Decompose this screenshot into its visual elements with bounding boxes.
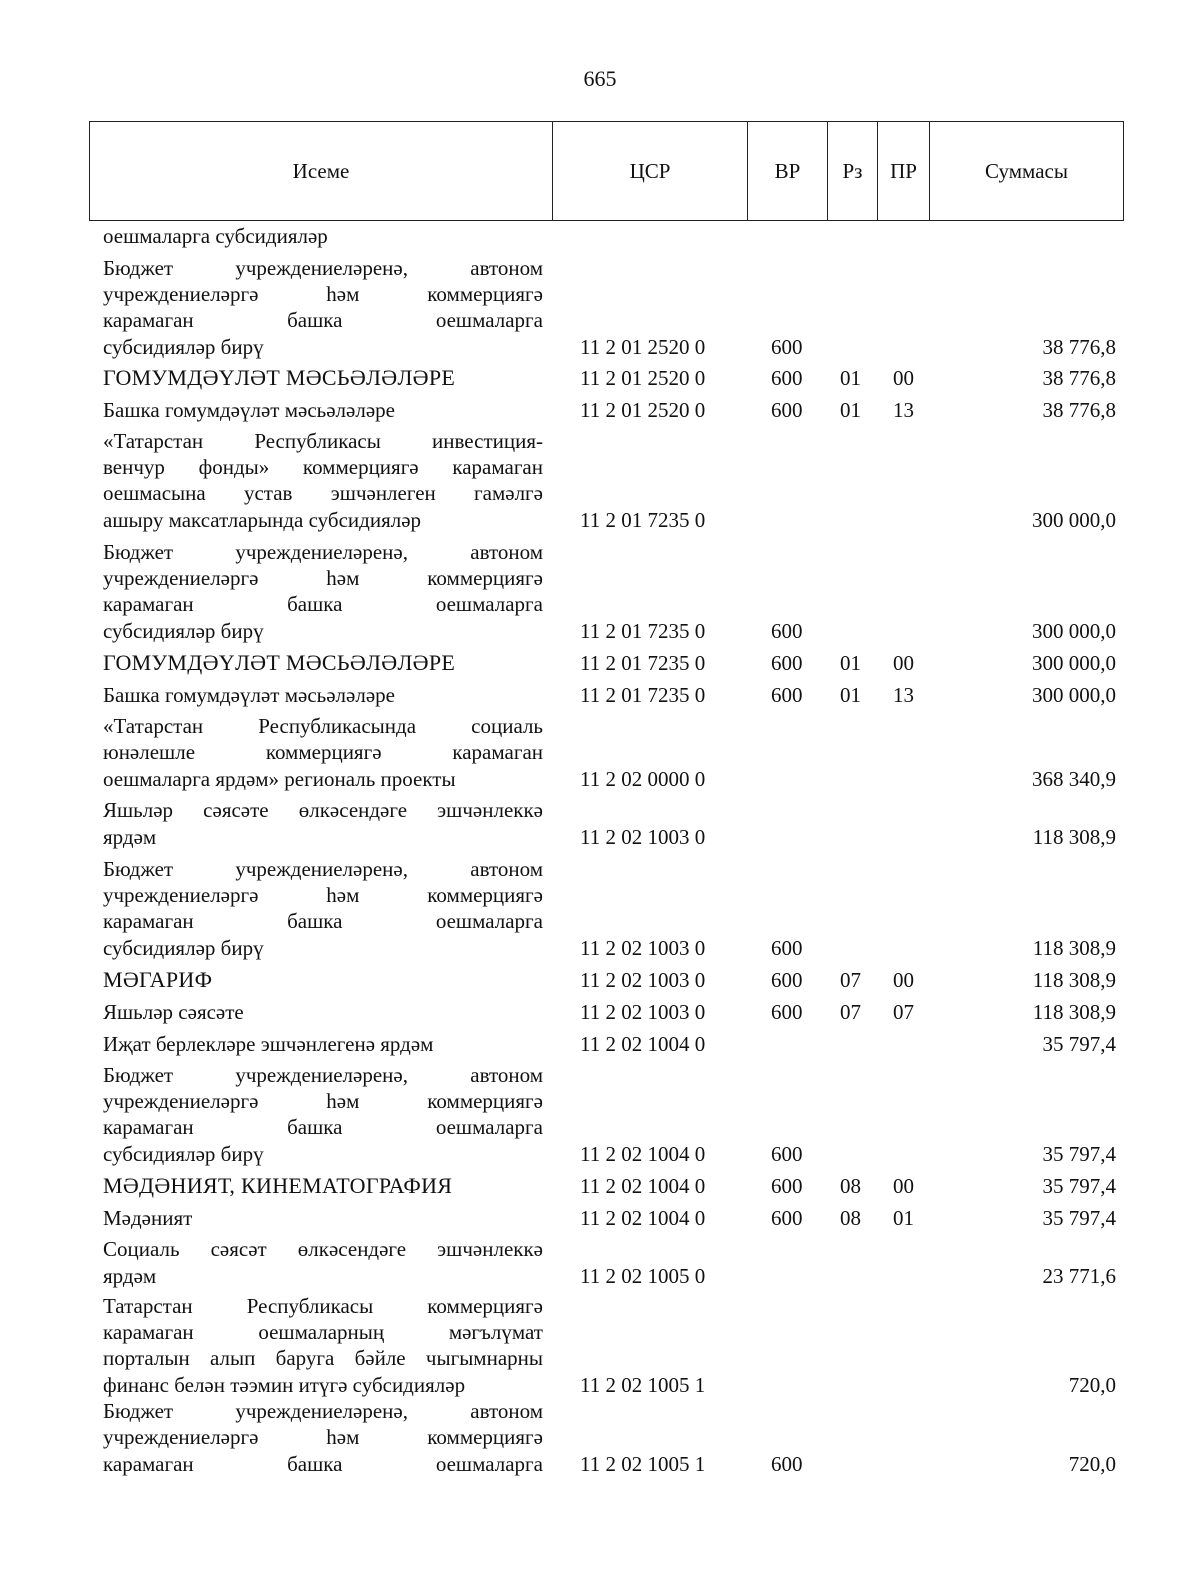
- row-vr: 600: [771, 682, 803, 707]
- row-pr: 00: [893, 1173, 914, 1198]
- row-rz: 07: [840, 967, 861, 992]
- row-rz: 01: [840, 365, 861, 390]
- row-csr: 11 2 02 0000 0: [580, 766, 706, 791]
- row-name-line: учреждениеләргә һәм коммерциягә: [103, 282, 543, 307]
- row-sum: 118 308,9: [1032, 967, 1116, 992]
- row-sum: 300 000,0: [1032, 682, 1116, 707]
- row-name-line: Башка гомумдәүләт мәсьәләләре: [103, 682, 395, 707]
- row-vr: 600: [771, 618, 803, 643]
- row-name-line: «Татарстан Республикасы инвестиция-: [103, 428, 543, 453]
- row-pr: 00: [893, 650, 914, 675]
- row-csr: 11 2 02 1003 0: [580, 999, 706, 1024]
- row-vr: 600: [771, 397, 803, 422]
- row-sum: 35 797,4: [1042, 1031, 1116, 1056]
- row-name-line: ашыру максатларында субсидияләр: [103, 507, 422, 532]
- row-pr: 01: [893, 1205, 914, 1230]
- row-csr: 11 2 02 1005 1: [580, 1372, 706, 1397]
- row-vr: 600: [771, 967, 803, 992]
- row-name-line: «Татарстан Республикасында социаль: [103, 714, 543, 739]
- row-name-line: ГОМУМДӘҮЛӘТ МӘСЬӘЛӘЛӘРЕ: [103, 649, 456, 675]
- row-csr: 11 2 02 1005 1: [580, 1451, 706, 1476]
- row-csr: 11 2 01 2520 0: [580, 334, 706, 359]
- row-name-line: карамаган башка оешмаларга: [103, 1451, 543, 1476]
- row-sum: 38 776,8: [1042, 334, 1116, 359]
- row-sum: 300 000,0: [1032, 650, 1116, 675]
- row-name-line: карамаган оешмаларның мәгълүмат: [103, 1320, 543, 1345]
- row-name: [103, 1398, 543, 1477]
- row-sum: 720,0: [1068, 1372, 1116, 1397]
- row-name-line: Бюджет учреждениеләренә, автоном: [103, 856, 543, 881]
- row-name-line: юнәлешле коммерциягә карамаган: [103, 740, 543, 765]
- row-rz: 01: [840, 682, 861, 707]
- row-sum: 118 308,9: [1032, 999, 1116, 1024]
- row-vr: 600: [771, 650, 803, 675]
- row-name-line: Бюджет учреждениеләренә, автоном: [103, 255, 543, 280]
- row-name-line: ГОМУМДӘҮЛӘТ МӘСЬӘЛӘЛӘРЕ: [103, 364, 456, 390]
- row-name-line: оешмаларга ярдәм» региональ проекты: [103, 766, 456, 791]
- row-name-line: ярдәм: [103, 824, 157, 849]
- row-csr: 11 2 02 1003 0: [580, 967, 706, 992]
- row-sum: 118 308,9: [1032, 824, 1116, 849]
- page-number: 665: [583, 66, 617, 91]
- row-vr: 600: [771, 999, 803, 1024]
- row-vr: 600: [771, 1141, 803, 1166]
- row-name-line: Мәдәният: [103, 1205, 193, 1230]
- row-name-line: учреждениеләргә һәм коммерциягә: [103, 883, 543, 908]
- header-pr: ПР: [878, 122, 930, 220]
- row-name-line: Яшьләр сәясәте: [103, 999, 244, 1024]
- row-name-line: Бюджет учреждениеләренә, автоном: [103, 1062, 543, 1087]
- row-csr: 11 2 02 1005 0: [580, 1263, 706, 1288]
- header-name: Исеме: [90, 122, 553, 220]
- row-name-line: субсидияләр бирү: [103, 935, 264, 960]
- row-vr: 600: [771, 1205, 803, 1230]
- row-pr: 13: [893, 397, 914, 422]
- row-name-line: оешмасына устав эшчәнлеген гамәлгә: [103, 481, 543, 506]
- row-vr: 600: [771, 365, 803, 390]
- row-sum: 368 340,9: [1032, 766, 1116, 791]
- row-csr: 11 2 02 1004 0: [580, 1205, 706, 1230]
- row-csr: 11 2 02 1004 0: [580, 1031, 706, 1056]
- row-name-line: МӘГАРИФ: [103, 966, 213, 992]
- row-name-line: порталын алып баруга бәйле чыгымнарны: [103, 1346, 543, 1371]
- row-csr: 11 2 02 1003 0: [580, 935, 706, 960]
- row-sum: 35 797,4: [1042, 1141, 1116, 1166]
- row-pr: 07: [893, 999, 914, 1024]
- row-vr: 600: [771, 334, 803, 359]
- row-name-line: субсидияләр бирү: [103, 618, 264, 643]
- row-name-line: учреждениеләргә һәм коммерциягә: [103, 566, 543, 591]
- row-name-line: венчур фонды» коммерциягә карамаган: [103, 455, 543, 480]
- row-name-line: Яшьләр сәясәте өлкәсендәге эшчәнлеккә: [103, 798, 543, 823]
- row-sum: 38 776,8: [1042, 397, 1116, 422]
- row-vr: 600: [771, 1451, 803, 1476]
- row-pr: 00: [893, 365, 914, 390]
- row-sum: 300 000,0: [1032, 507, 1116, 532]
- row-rz: 01: [840, 397, 861, 422]
- row-name-line: учреждениеләргә һәм коммерциягә: [103, 1089, 543, 1114]
- header-sum: Суммасы: [985, 158, 1068, 183]
- row-name-line: Татарстан Республикасы коммерциягә: [103, 1293, 543, 1318]
- row-csr: 11 2 01 2520 0: [580, 365, 706, 390]
- row-csr: 11 2 01 7235 0: [580, 507, 706, 532]
- row-sum: 118 308,9: [1032, 935, 1116, 960]
- row-csr: 11 2 02 1004 0: [580, 1141, 706, 1166]
- row-sum: 720,0: [1068, 1451, 1116, 1476]
- row-vr: 600: [771, 1173, 803, 1198]
- row-csr: 11 2 01 7235 0: [580, 618, 706, 643]
- row-sum: 35 797,4: [1042, 1205, 1116, 1230]
- row-name-line: субсидияләр бирү: [103, 1141, 264, 1166]
- row-name-line: МӘДӘНИЯТ, КИНЕМАТОГРАФИЯ: [103, 1172, 453, 1198]
- row-csr: 11 2 02 1003 0: [580, 824, 706, 849]
- row-sum: 23 771,6: [1042, 1263, 1116, 1288]
- row-name-line: учреждениеләргә һәм коммерциягә: [103, 1425, 543, 1450]
- row-sum: 300 000,0: [1032, 618, 1116, 643]
- row-rz: 07: [840, 999, 861, 1024]
- row-name-line: Бюджет учреждениеләренә, автоном: [103, 539, 543, 564]
- row-sum: 35 797,4: [1042, 1173, 1116, 1198]
- header-vr: ВР: [748, 122, 828, 220]
- row-name-line: карамаган башка оешмаларга: [103, 1115, 543, 1140]
- row-vr: 600: [771, 935, 803, 960]
- row-name-line: Социаль сәясәт өлкәсендәге эшчәнлеккә: [103, 1237, 543, 1262]
- row-name-line: ярдәм: [103, 1263, 157, 1288]
- row-name-line: Башка гомумдәүләт мәсьәләләре: [103, 397, 395, 422]
- row-rz: 08: [840, 1205, 861, 1230]
- row-name-line: карамаган башка оешмаларга: [103, 909, 543, 934]
- row-csr: 11 2 02 1004 0: [580, 1173, 706, 1198]
- row-name-line: карамаган башка оешмаларга: [103, 592, 543, 617]
- row-name-line: финанс белән тәэмин итүгә субсидияләр: [103, 1372, 466, 1397]
- row-csr: 11 2 01 7235 0: [580, 650, 706, 675]
- row-pr: 00: [893, 967, 914, 992]
- row-name-line: карамаган башка оешмаларга: [103, 308, 543, 333]
- row-rz: 01: [840, 650, 861, 675]
- header-csr: ЦСР: [553, 122, 748, 220]
- row-pr: 13: [893, 682, 914, 707]
- row-rz: 08: [840, 1173, 861, 1198]
- row-name-line: оешмаларга субсидияләр: [103, 223, 328, 248]
- row-csr: 11 2 01 2520 0: [580, 397, 706, 422]
- row-name-line: субсидияләр бирү: [103, 334, 264, 359]
- row-name-line: Иҗат берлекләре эшчәнлегенә ярдәм: [103, 1031, 434, 1056]
- header-rz: Рз: [828, 122, 878, 220]
- row-sum: 38 776,8: [1042, 365, 1116, 390]
- row-name-line: Бюджет учреждениеләренә, автоном: [103, 1399, 543, 1424]
- row-csr: 11 2 01 7235 0: [580, 682, 706, 707]
